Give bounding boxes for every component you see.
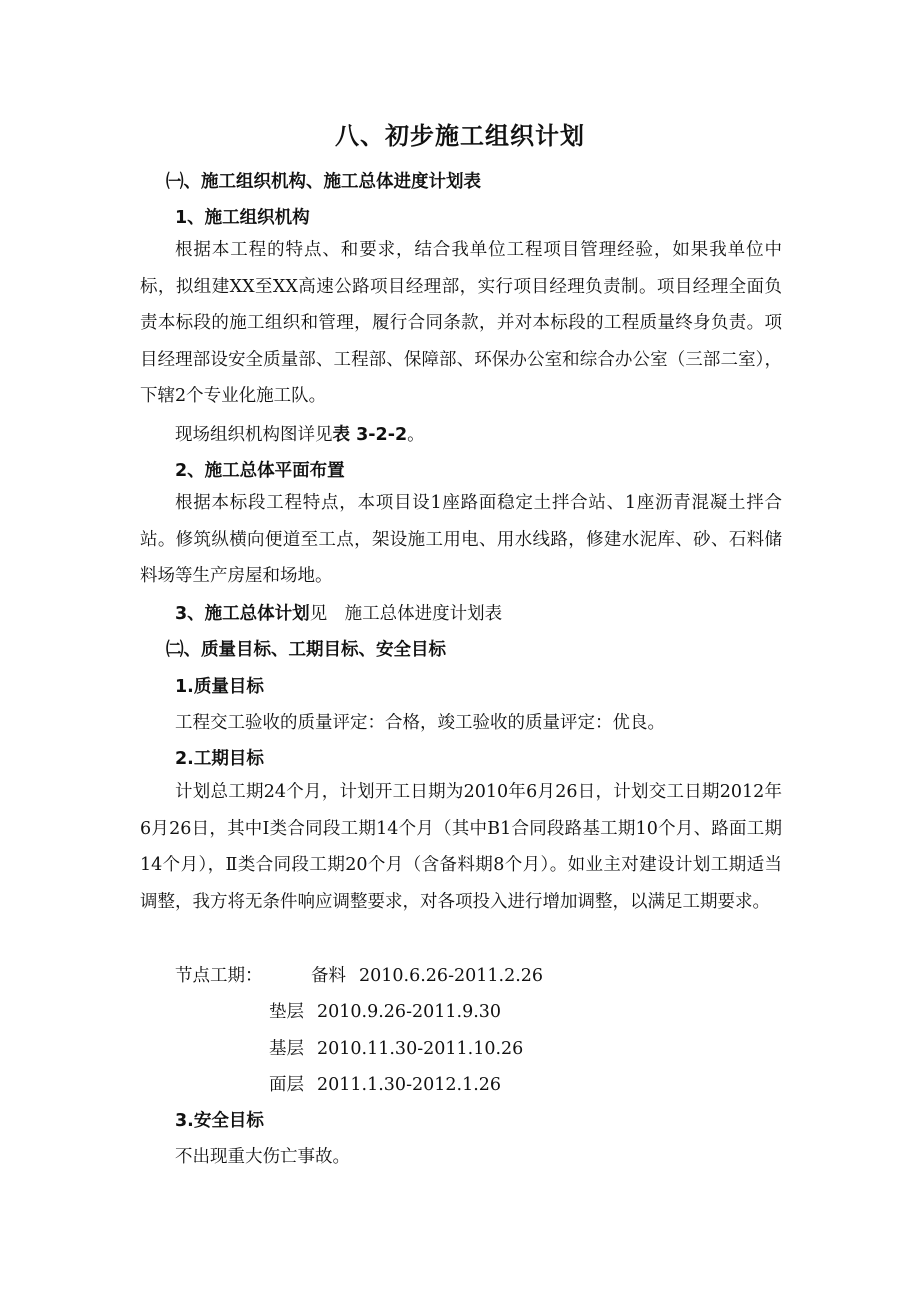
node-range: 2011.1.30-2012.1.26: [317, 1075, 502, 1095]
org-chart-reference-end: 。: [407, 425, 425, 445]
safety-target-text: 不出现重大伤亡事故。: [175, 1147, 350, 1167]
subsection-1-heading: 1、施工组织机构: [175, 208, 310, 228]
quality-target-text: 工程交工验收的质量评定：合格，竣工验收的质量评定：优良。: [175, 713, 665, 733]
section-2-heading: ㈡、质量目标、工期目标、安全目标: [166, 640, 446, 660]
table-reference: 表 3-2-2: [332, 425, 408, 445]
subsection-3-text: 见 施工总体进度计划表: [309, 604, 503, 624]
section-1-heading: ㈠、施工组织机构、施工总体进度计划表: [166, 172, 481, 192]
node-range: 2010.11.30-2011.10.26: [317, 1039, 524, 1059]
quality-target-heading: 1.质量目标: [175, 677, 264, 697]
org-chart-reference-text: 现场组织机构图详见: [175, 425, 333, 445]
org-structure-paragraph: 根据本工程的特点、和要求，结合我单位工程项目管理经验，如果我单位中标，拟组建XX至XX高速公路项目经理部，实行项目经理负责制。项目经理全面负责本标段的施工组织和管理，履行合同条款，并对本标段的工程质量终身负责。项目经理部设安全质量部、工程部、保障部、环保办公室和综合办公室（三部二室），下辖2个专业化施工队。: [140, 240, 782, 407]
subsection-3-heading: 3、施工总体计划: [175, 604, 310, 624]
node-schedule-label: 节点工期：: [175, 966, 263, 986]
node-schedule-row-3: [269, 1035, 523, 1063]
node-name: 面层: [269, 1075, 304, 1095]
safety-target-heading: 3.安全目标: [175, 1111, 264, 1131]
node-name: 垫层: [269, 1002, 304, 1022]
org-chart-reference: [175, 421, 425, 449]
node-name: 备料: [311, 966, 346, 986]
site-layout-paragraph: 根据本标段工程特点，本项目设1座路面稳定土拌合站、1座沥青混凝土拌合站。修筑纵横向便道至工点，架设施工用电、用水线路，修建水泥库、砂、石料储料场等生产房屋和场地。: [140, 493, 782, 587]
schedule-target-paragraph: 计划总工期24个月，计划开工日期为2010年6月26日，计划交工日期2012年6月26日，其中Ⅰ类合同段工期14个月（其中B1合同段路基工期10个月、路面工期14个月），Ⅱ类合同段工期20个月（含备料期8个月）。如业主对建设计划工期适当调整，我方将无条件响应调整要求，对各项投入进行增加调整，以满足工期要求。: [140, 782, 782, 912]
schedule-target-heading: 2.工期目标: [175, 749, 264, 769]
node-range: 2010.6.26-2011.2.26: [359, 966, 544, 986]
document-title: 八、初步施工组织计划: [335, 122, 585, 150]
node-name: 基层: [269, 1039, 304, 1059]
node-schedule-row-2: [269, 998, 501, 1026]
node-schedule-row-4: [269, 1071, 501, 1099]
subsection-3-line: [175, 600, 502, 628]
node-range: 2010.9.26-2011.9.30: [317, 1002, 502, 1022]
subsection-2-heading: 2、施工总体平面布置: [175, 461, 345, 481]
node-schedule-row-1: [175, 962, 543, 990]
